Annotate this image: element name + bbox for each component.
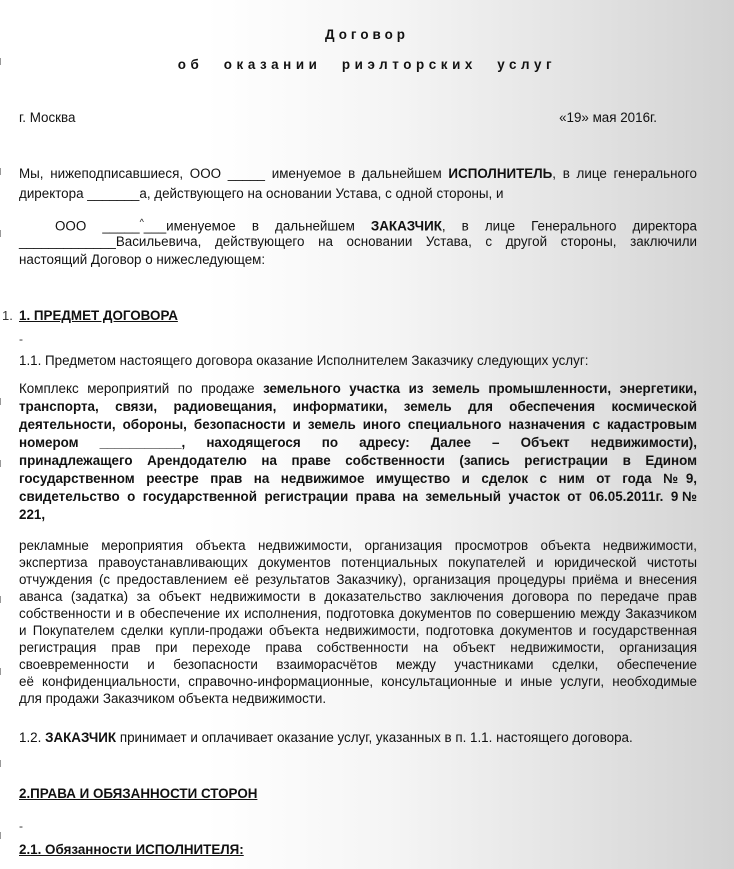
intro-line-2: директора _______а, действующего на основании Устава, с одной стороны, и [19, 186, 504, 201]
margin-tick [0, 398, 4, 405]
services-line: её конфиденциальности, справочно-информационные, консультационные и иные услуги, необходимые [19, 674, 697, 689]
customer-term: ЗАКАЗЧИК [45, 730, 117, 745]
caret-mark: ^ [139, 217, 144, 227]
contract-date: «19» мая 2016г. [559, 110, 657, 125]
intro-line-1 [19, 165, 697, 182]
margin-tick [0, 460, 4, 467]
item-1-2-text: принимает и оплачивает оказание услуг, указанных в п. 1.1. настоящего договора. [119, 730, 633, 745]
services-line: отчуждения (с предоставлением её результатов Заказчику), организация процедуры приёма и внесения [19, 572, 697, 587]
intro-p2-end: , в лице Генерального директора [441, 218, 697, 234]
intro-p2-line-3: настоящий Договор о нижеследующем: [19, 252, 266, 267]
section-2-1-heading: 2.1. Обязанности ИСПОЛНИТЕЛЯ: [19, 842, 244, 857]
document-title: Договор [325, 27, 409, 42]
intro-p2-mid: ___именуемое в дальнейшем [143, 218, 355, 234]
services-line: регистрация прав при переходе права собственности на объект недвижимости, организация [19, 640, 697, 655]
complex-line-4: номером ___________, находящегося по адресу: Далее – Объект недвижимости), [19, 435, 697, 450]
margin-tick [0, 832, 4, 839]
services-line: и Покупателем сделки купли-продажи объекта недвижимости, подготовка документов и государственная [19, 623, 697, 638]
item-1-2 [19, 729, 697, 746]
services-line: рекламные мероприятия объекта недвижимости, организация просмотров объекта недвижимости, [19, 538, 697, 553]
dash-mark: - [19, 819, 23, 833]
item-1-2-number: 1.2. [19, 730, 42, 745]
margin-tick [0, 58, 4, 65]
executor-term: ИСПОЛНИТЕЛЬ [448, 166, 553, 181]
customer-term: ЗАКАЗЧИК [370, 218, 442, 234]
margin-tick [0, 668, 4, 675]
complex-line-7: свидетельство о государственной регистрации права на земельный участок от 06.05.2011г. 9№ [19, 489, 697, 504]
margin-tick [0, 596, 4, 603]
dash-mark: - [19, 332, 23, 346]
complex-lead: Комплекс мероприятий по продаже [19, 381, 255, 396]
complex-line-6: государственном реестре прав на недвижимое имущество и сделок с ним от года №9, [19, 471, 697, 486]
complex-line-3: деятельности, обороны, безопасности и земель иного специального назначения с кадастровым [19, 417, 697, 432]
section-1-heading: 1. ПРЕДМЕТ ДОГОВОРА [19, 308, 178, 323]
services-line: аванса (задатка) за объект недвижимости в доказательство заключения договора по передаче прав [19, 589, 697, 604]
complex-line-1 [19, 380, 697, 397]
complex-line-5: принадлежащего Арендодателю на праве собственности (запись регистрации в Едином [19, 453, 697, 468]
intro-p2-line-1 [55, 214, 697, 234]
city: г. Москва [19, 110, 76, 125]
complex-bold: земельного участка из земель промышленности, энергетики, [263, 381, 697, 396]
item-1-1: 1.1. Предметом настоящего договора оказание Исполнителем Заказчику следующих услуг: [19, 353, 589, 368]
list-marker: 1. [2, 308, 13, 323]
document-subtitle: об оказании риэлторских услуг [177, 57, 557, 72]
section-2-heading: 2.ПРАВА И ОБЯЗАННОСТИ СТОРОН [19, 786, 258, 801]
services-line: своевременности и безопасности взаиморасчётов между участниками сделки, обеспечение [19, 657, 697, 672]
intro-text: Мы, нижеподписавшиеся, ООО _____ именуемое в дальнейшем [19, 166, 442, 181]
margin-tick [0, 230, 4, 237]
complex-line-2: транспорта, связи, радиовещания, информатики, земель для обеспечения космической [19, 399, 697, 414]
margin-tick [0, 168, 4, 175]
complex-line-8: 221, [19, 507, 46, 522]
intro-text-end: , в лице генерального [552, 166, 697, 181]
services-line: для продажи Заказчиком объекта недвижимости. [19, 691, 327, 706]
services-line: экспертиза правоустанавливающих документов потенциальных покупателей и юридической чистоты [19, 555, 697, 570]
services-paragraph [19, 537, 697, 707]
margin-tick [0, 760, 4, 767]
company-name: ООО _____ [55, 218, 140, 234]
services-line: собственности и в обеспечение их исполнения, подготовка документов по совершению между Заказчиком [19, 606, 697, 621]
intro-p2-line-2: _____________Васильевича, действующего на основании Устава, с другой стороны, заключили [19, 234, 697, 249]
